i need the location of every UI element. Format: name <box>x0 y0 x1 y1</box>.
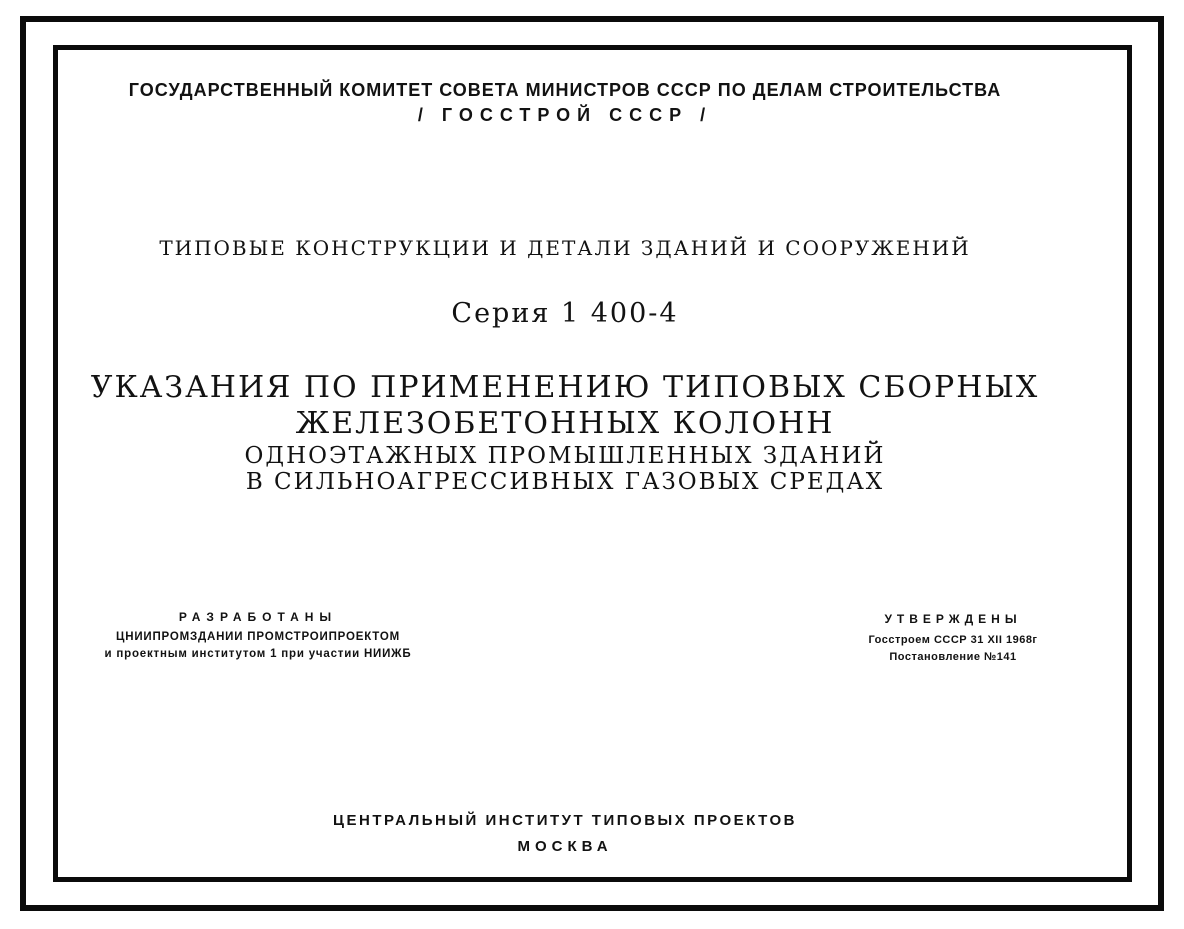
developed-by-participants: и проектным институтом 1 при участии НИИЖБ <box>104 648 412 660</box>
document-title-line-3: ОДНОЭТАЖНЫХ ПРОМЫШЛЕННЫХ ЗДАНИЙ <box>244 443 886 469</box>
approved-by-decree-number: Постановление №141 <box>889 651 1017 663</box>
header-committee-line: ГОСУДАРСТВЕННЫЙ КОМИТЕТ СОВЕТА МИНИСТРОВ СССР ПО ДЕЛАМ СТРОИТЕЛЬСТВА <box>128 80 1002 100</box>
document-title-line-2: ЖЕЛЕЗОБЕТОННЫХ КОЛОНН <box>295 406 835 441</box>
header-gosstroy-line: / ГОССТРОЙ СССР / <box>417 105 713 125</box>
developed-by-block <box>88 610 428 665</box>
series-number: Серия 1 400-4 <box>451 298 679 329</box>
series-category-line: ТИПОВЫЕ КОНСТРУКЦИИ И ДЕТАЛИ ЗДАНИЙ И СООРУЖЕНИЙ <box>159 236 971 260</box>
document-title-line-4: В СИЛЬНОАГРЕССИВНЫХ ГАЗОВЫХ СРЕДАХ <box>245 469 885 495</box>
developed-by-organizations: ЦНИИПРОМЗДАНИИ ПРОМСТРОИПРОЕКТОМ <box>116 631 400 643</box>
title-page-content <box>58 50 1072 877</box>
city-line: МОСКВА <box>517 838 613 855</box>
document-title-line-1: УКАЗАНИЯ ПО ПРИМЕНЕНИЮ ТИПОВЫХ СБОРНЫХ <box>90 370 1040 405</box>
approved-by-heading: УТВЕРЖДЕНЫ <box>884 612 1022 626</box>
approved-by-block <box>828 612 1078 668</box>
publisher-line: ЦЕНТРАЛЬНЫЙ ИНСТИТУТ ТИПОВЫХ ПРОЕКТОВ <box>333 812 797 829</box>
approved-by-authority-date: Госстроем СССР 31 XII 1968г <box>868 634 1038 646</box>
developed-by-heading: РАЗРАБОТАНЫ <box>178 610 338 624</box>
